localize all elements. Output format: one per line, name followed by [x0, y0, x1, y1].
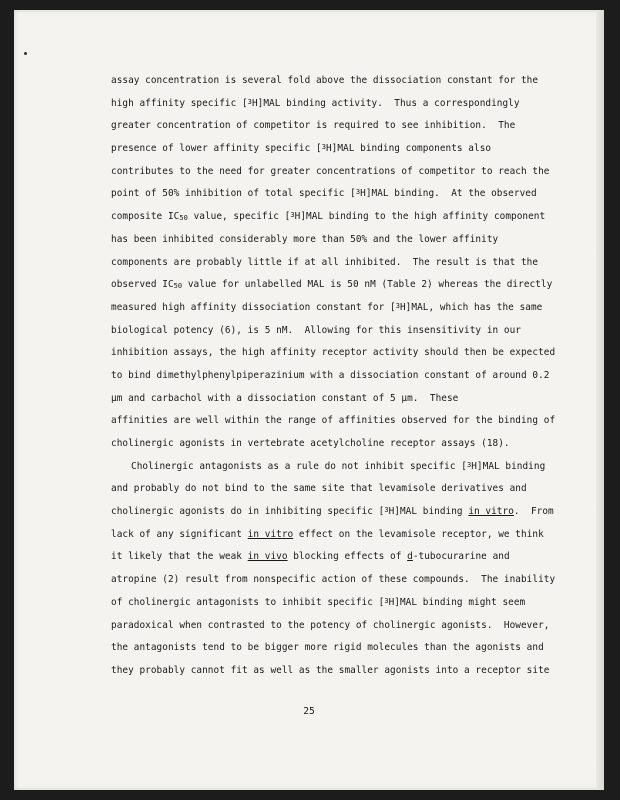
superscript: 3 [355, 188, 361, 197]
text-line [111, 524, 571, 547]
page-number: 25 [303, 706, 315, 717]
text-run: components are probably little if at all inhibited. The result is that the [111, 256, 539, 268]
text-run: atropine (2) result from nonspecific action of these compounds. The inability [111, 574, 556, 586]
text-run: effect on the levamisole receptor, we think [293, 528, 544, 540]
text-run: -tubocurarine and [412, 551, 510, 563]
text-run: point of 50% inhibition of total specific [ [111, 188, 356, 200]
text-run: presence of lower affinity specific [ [111, 143, 322, 155]
text-run: affinities are well within the range of affinities observed for the binding of [111, 415, 556, 427]
paper-speck [24, 52, 27, 55]
text-line [111, 274, 571, 297]
text-line [111, 365, 571, 388]
text-run: Cholinergic antagonists as a rule do not inhibit specific [ [131, 460, 467, 472]
text-run: H]MAL binding activity. Thus a correspondingly [251, 97, 520, 109]
text-run: measured high affinity dissociation constant for [ [111, 301, 396, 313]
text-run: greater concentration of competitor is required to see inhibition. The [111, 120, 516, 132]
text-line [111, 297, 571, 320]
text-run: H]MAL binding components also [325, 143, 492, 155]
text-line [111, 206, 571, 229]
text-line [111, 115, 571, 138]
text-line [111, 183, 571, 206]
subscript: 50 [173, 282, 183, 291]
text-run: assay concentration is several fold above the dissociation constant for the [111, 75, 539, 86]
text-run: . From [513, 506, 554, 518]
underlined-text: in vitro [468, 506, 514, 518]
text-line [111, 501, 571, 524]
text-run: high affinity specific [ [111, 97, 248, 109]
text-line [111, 252, 571, 275]
superscript: 3 [384, 596, 389, 605]
text-line [111, 615, 571, 638]
text-line [111, 70, 571, 93]
text-line [111, 388, 571, 411]
text-run: cholinergic agonists do in inhibiting specific [ [111, 506, 385, 518]
text-run: H]MAL, which has the same [399, 301, 543, 313]
text-line [111, 592, 571, 615]
text-run: they probably cannot fit as well as the smaller agonists into a receptor site [111, 664, 550, 676]
underlined-text: in vivo [247, 551, 288, 563]
text-run: H]MAL binding [388, 506, 469, 518]
text-run: value, specific [ [187, 211, 291, 223]
superscript: 3 [290, 211, 295, 220]
text-line [111, 456, 571, 479]
superscript: 3 [384, 506, 389, 515]
underlined-text: d [407, 551, 413, 563]
text-run: cholinergic agonists in vertebrate acetylcholine receptor assays (18). [111, 438, 510, 449]
text-run: it likely that the weak [111, 551, 248, 563]
superscript: 3 [247, 97, 252, 106]
text-run: contributes to the need for greater concentrations of competitor to reach the [111, 165, 550, 177]
text-line [111, 229, 571, 252]
text-run: paradoxical when contrasted to the potency of cholinergic agonists. However, [111, 619, 550, 631]
text-run: to bind dimethylphenylpiperazinium with a dissociation constant of around 0.2 [111, 369, 550, 381]
text-line [111, 138, 571, 161]
text-run: has been inhibited considerably more than 50% and the lower affinity [111, 233, 499, 245]
text-line [111, 320, 571, 343]
text-line [111, 546, 571, 569]
text-line [111, 569, 571, 592]
text-run: H]MAL binding might seem [388, 596, 526, 608]
text-run: H]MAL binding to the high affinity component [294, 211, 546, 223]
text-run: and probably do not bind to the same site that levamisole derivatives and [111, 483, 527, 495]
page-edge [596, 10, 604, 790]
text-run: H]MAL binding. At the observed [360, 188, 537, 200]
superscript: 3 [466, 460, 472, 469]
text-line [111, 161, 571, 184]
subscript: 50 [179, 214, 188, 223]
text-line [111, 93, 571, 116]
text-run: the antagonists tend to be bigger more rigid molecules than the agonists and [111, 642, 544, 654]
text-run: lack of any significant [111, 528, 248, 540]
text-line [111, 433, 571, 456]
text-run: H]MAL binding [471, 460, 546, 472]
text-run: value for unlabelled MAL is 50 nM (Table 2) whereas the directly [182, 279, 553, 291]
underlined-text: in vitro [247, 528, 294, 540]
text-line [111, 660, 571, 683]
superscript: 3 [395, 301, 400, 310]
text-run: observed IC [111, 279, 174, 291]
text-run: blocking effects of [287, 551, 408, 563]
superscript: 3 [321, 143, 326, 152]
text-run: of cholinergic antagonists to inhibit specific [ [111, 596, 385, 608]
body-text [111, 70, 571, 683]
text-run: composite IC [111, 211, 180, 223]
text-line [111, 478, 571, 501]
text-run: biological potency (6), is 5 nM. Allowing for this insensitivity in our [111, 324, 521, 336]
text-line [111, 410, 571, 433]
document-page [14, 10, 604, 790]
text-run: µm and carbachol with a dissociation constant of 5 µm. These [111, 392, 459, 404]
text-run: inhibition assays, the high affinity receptor activity should then be expected [111, 347, 556, 359]
text-line [111, 342, 571, 365]
text-line [111, 637, 571, 660]
